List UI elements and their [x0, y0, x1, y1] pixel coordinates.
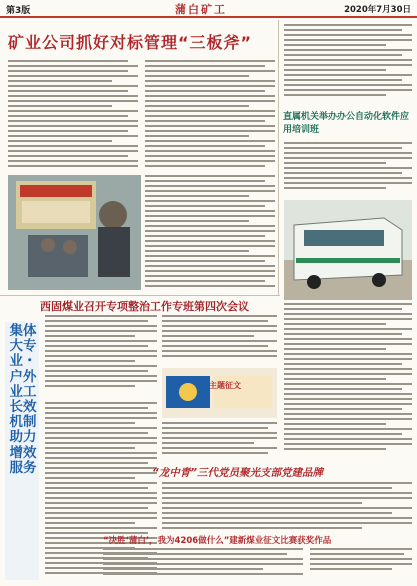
- news-photo-bus: [284, 200, 412, 300]
- photo-bus-illustration: [284, 200, 412, 300]
- vertical-headline: 集体大专业・户外业工长效机制助力增效服务: [9, 323, 37, 476]
- right-story-title: 直属机关举办办公自动化软件应用培训班: [283, 112, 410, 135]
- mid-article-column-1: [45, 315, 157, 395]
- main-headline-highlight: “三板斧”: [178, 33, 253, 52]
- essay-text-top: [162, 422, 277, 462]
- bottom-article-text: [103, 548, 303, 582]
- issue-date: 2020年7月30日: [344, 5, 411, 15]
- main-headline: 矿业公司抓好对标管理“三板斧”: [8, 33, 253, 52]
- bottom-right-text: [310, 548, 412, 582]
- essay-text-middle: [162, 482, 412, 532]
- page-header: [0, 0, 417, 18]
- vertical-headline-box: [5, 322, 39, 580]
- right-story-text: [284, 142, 412, 197]
- photo-meeting-illustration: [8, 175, 141, 290]
- article-column-2: [145, 60, 275, 170]
- right-top-text: [284, 24, 412, 104]
- theme-essay-poster: [162, 368, 277, 418]
- article-column-1: [8, 60, 138, 170]
- right-column-text: [284, 303, 412, 458]
- article-column-3: [145, 175, 275, 290]
- mid-headline: 西固煤业召开专项整治工作专班第四次会议: [40, 300, 249, 313]
- bottom-headline: “决胜‘蒲白’，我为4206做什么”建新煤业征文比赛获奖作品: [103, 536, 332, 546]
- masthead-logo: 蒲白矿工: [175, 3, 227, 16]
- mid-article-column-2: [162, 315, 277, 365]
- page-number: 第3版: [6, 6, 31, 16]
- section-banner: “龙中青”三代党员聚光支部党建品牌: [152, 467, 324, 479]
- news-photo-meeting: [8, 175, 141, 290]
- poster-illustration: [162, 368, 277, 418]
- theme-essay-badge: 主题征文: [209, 381, 241, 390]
